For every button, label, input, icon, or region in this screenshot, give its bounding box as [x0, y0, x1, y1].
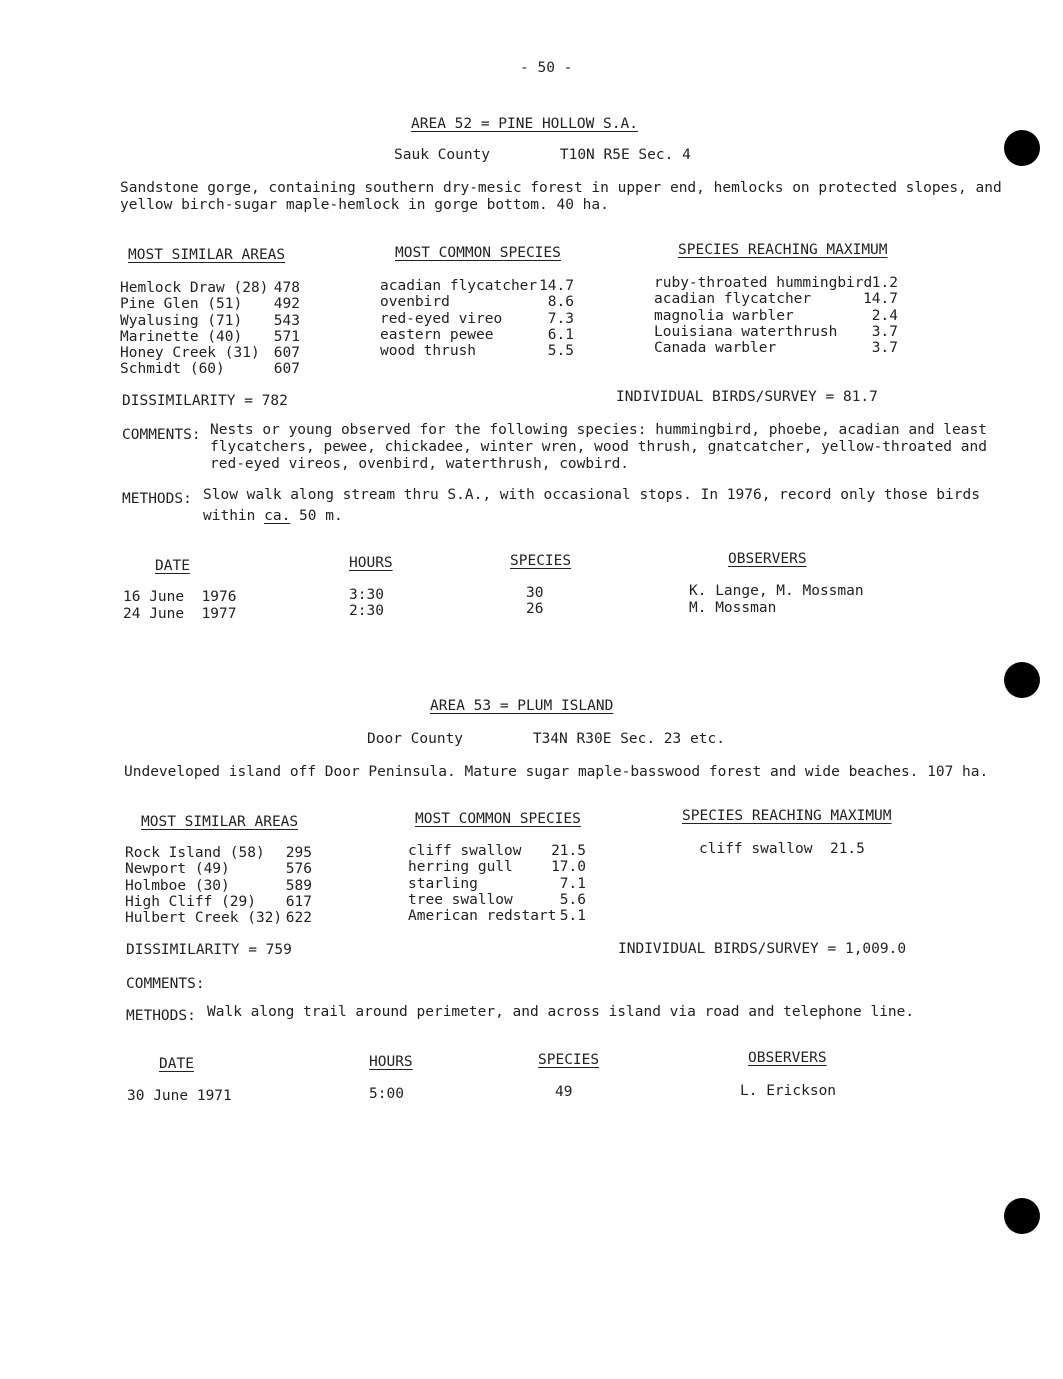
survey-hours: 5:00	[369, 1086, 404, 1102]
description-line: Sandstone gorge, containing southern dry-mesic forest in upper end, hemlocks on protected slopes, and	[120, 180, 1002, 196]
survey-header-species: SPECIES	[510, 553, 572, 569]
list-value: 7.3	[547, 310, 574, 327]
survey-header-hours: HOURS	[349, 555, 393, 571]
list-item: red-eyed vireo	[380, 310, 503, 327]
comments-text	[210, 422, 987, 473]
survey-hours: 2:30	[349, 603, 384, 619]
list-value: 543	[273, 312, 300, 329]
list-item: American redstart	[408, 908, 557, 925]
list-item: eastern pewee	[380, 326, 494, 343]
punch-hole	[1004, 130, 1040, 166]
list-value: 21.5	[829, 841, 865, 857]
survey-observers: M. Mossman	[689, 600, 777, 616]
list-item: starling	[408, 875, 478, 892]
methods-line: Slow walk along stream thru S.A., with occasional stops. In 1976, record only those birds	[203, 487, 980, 503]
list-value: 6.1	[547, 326, 574, 343]
list-item: Louisiana waterthrush	[654, 323, 838, 340]
list-item: Holmboe (30)	[125, 877, 230, 894]
methods-text-part: within	[203, 508, 265, 524]
list-value: 571	[273, 328, 300, 345]
max-species-list	[654, 275, 872, 356]
methods-text: Walk along trail around perimeter, and across island via road and telephone line.	[207, 1004, 915, 1020]
survey-species: 49	[555, 1084, 573, 1100]
list-item: cliff swallow	[408, 843, 522, 859]
methods-text	[203, 487, 980, 525]
area-description	[120, 180, 1002, 214]
list-item: acadian flycatcher	[654, 291, 812, 308]
list-item: Pine Glen (51)	[120, 296, 243, 313]
list-item: Honey Creek (31)	[120, 345, 260, 362]
individual-birds: INDIVIDUAL BIRDS/SURVEY = 1,009.0	[618, 941, 907, 957]
comments-line: red-eyed vireos, ovenbird, waterthrush, cowbird.	[210, 456, 630, 472]
list-value: 576	[285, 861, 312, 878]
list-value: 21.5	[551, 843, 586, 859]
list-value: 478	[273, 280, 300, 296]
similar-names-list	[120, 280, 268, 378]
survey-date: 24 June 1977	[123, 606, 237, 622]
area-title: AREA 52 = PINE HOLLOW S.A.	[411, 116, 638, 132]
list-item: Newport (49)	[125, 861, 230, 878]
common-species-list	[408, 843, 556, 924]
list-item: Hulbert Creek (32)	[125, 910, 283, 927]
comments-label: COMMENTS:	[122, 427, 201, 443]
description-line: yellow birch-sugar maple-hemlock in gorge bottom. 40 ha.	[120, 197, 609, 213]
list-item: Schmidt (60)	[120, 361, 225, 378]
list-item: Wyalusing (71)	[120, 312, 243, 329]
individual-birds: INDIVIDUAL BIRDS/SURVEY = 81.7	[616, 389, 878, 405]
survey-species: 30	[526, 585, 544, 601]
survey-observers: K. Lange, M. Mossman	[689, 583, 864, 599]
list-value: 5.5	[547, 343, 574, 360]
list-value: 617	[285, 893, 312, 910]
dissimilarity: DISSIMILARITY = 782	[122, 393, 288, 409]
methods-label: METHODS:	[122, 491, 192, 507]
survey-species: 26	[526, 601, 544, 617]
punch-hole	[1004, 662, 1040, 698]
punch-hole	[1004, 1198, 1040, 1234]
list-item: magnolia warbler	[654, 307, 794, 324]
list-item: herring gull	[408, 859, 513, 876]
header-species-maximum: SPECIES REACHING MAXIMUM	[678, 242, 888, 258]
area-location: Door County T34N R30E Sec. 23 etc.	[367, 731, 725, 747]
survey-date: 16 June 1976	[123, 589, 237, 605]
list-value: 17.0	[551, 859, 586, 876]
dissimilarity: DISSIMILARITY = 759	[126, 942, 292, 958]
list-value: 14.7	[863, 291, 898, 308]
header-most-similar: MOST SIMILAR AREAS	[141, 814, 299, 830]
methods-abbrev: ca.	[264, 508, 291, 524]
description-line: Undeveloped island off Door Peninsula. Mature sugar maple-basswood forest and wide beaches. 107 ha.	[124, 764, 989, 780]
max-values-list	[858, 275, 898, 356]
list-value: 2.4	[871, 307, 898, 324]
common-species-list	[380, 278, 537, 359]
list-item: High Cliff (29)	[125, 893, 256, 910]
area-description	[124, 764, 988, 781]
list-value: 1.2	[871, 275, 898, 291]
list-value: 5.1	[559, 908, 586, 925]
survey-header-date: DATE	[159, 1056, 194, 1072]
list-item: tree swallow	[408, 891, 513, 908]
area-location: Sauk County T10N R5E Sec. 4	[394, 147, 691, 163]
list-value: 607	[273, 345, 300, 362]
list-item: acadian flycatcher	[380, 278, 538, 294]
list-item: ovenbird	[380, 294, 450, 311]
survey-observers: L. Erickson	[740, 1083, 837, 1099]
comments-label: COMMENTS:	[126, 976, 205, 992]
list-value: 295	[285, 845, 312, 861]
list-value: 7.1	[559, 875, 586, 892]
list-value: 5.6	[559, 891, 586, 908]
survey-header-hours: HOURS	[369, 1054, 413, 1070]
header-most-common: MOST COMMON SPECIES	[415, 811, 581, 827]
similar-names-list	[125, 845, 282, 926]
methods-label: METHODS:	[126, 1008, 196, 1024]
list-item: Hemlock Draw (28)	[120, 280, 269, 296]
methods-text-part: 50 m.	[290, 508, 343, 524]
max-species-item	[699, 841, 865, 857]
list-value: 589	[285, 877, 312, 894]
page-number: - 50 -	[520, 60, 573, 76]
list-value: 492	[273, 296, 300, 313]
survey-header-observers: OBSERVERS	[748, 1050, 827, 1066]
common-values-list	[534, 278, 574, 359]
similar-values-list	[268, 280, 300, 378]
common-values-list	[546, 843, 586, 924]
similar-values-list	[280, 845, 312, 926]
list-item: ruby-throated hummingbird	[654, 275, 873, 291]
survey-header-observers: OBSERVERS	[728, 551, 807, 567]
header-species-maximum: SPECIES REACHING MAXIMUM	[682, 808, 892, 824]
list-item: Rock Island (58)	[125, 845, 265, 861]
survey-date: 30 June 1971	[127, 1088, 232, 1104]
list-value: 8.6	[547, 294, 574, 311]
list-value: 3.7	[871, 340, 898, 357]
list-item: Marinette (40)	[120, 328, 243, 345]
list-value: 607	[273, 361, 300, 378]
list-item: wood thrush	[380, 343, 477, 360]
list-value: 622	[285, 910, 312, 927]
list-item: Canada warbler	[654, 340, 777, 357]
header-most-similar: MOST SIMILAR AREAS	[128, 247, 286, 263]
survey-hours: 3:30	[349, 587, 384, 603]
list-value: 3.7	[871, 323, 898, 340]
list-item: cliff swallow	[699, 841, 813, 857]
methods-line	[203, 508, 980, 525]
comments-line: Nests or young observed for the following species: hummingbird, phoebe, acadian and least	[210, 422, 987, 438]
list-value: 14.7	[539, 278, 574, 294]
header-most-common: MOST COMMON SPECIES	[395, 245, 561, 261]
survey-header-species: SPECIES	[538, 1052, 600, 1068]
survey-header-date: DATE	[155, 558, 190, 574]
area-title: AREA 53 = PLUM ISLAND	[430, 698, 614, 714]
comments-line: flycatchers, pewee, chickadee, winter wren, wood thrush, gnatcatcher, yellow-throated and	[210, 439, 987, 455]
